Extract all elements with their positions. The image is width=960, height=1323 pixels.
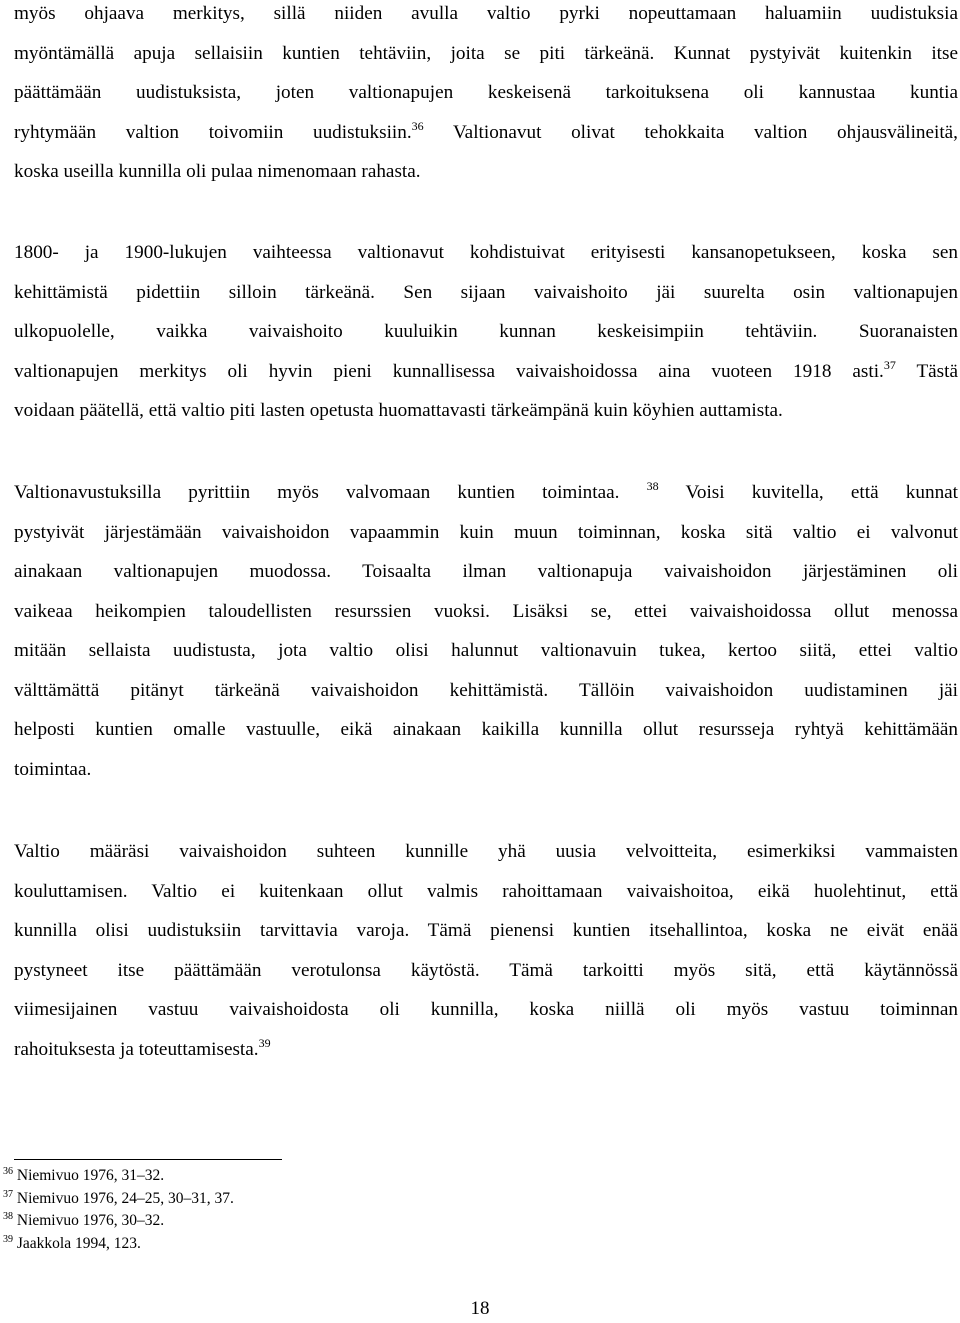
- text-line: 1800- ja 1900-lukujen vaihteessa valtionavut kohdistuivat erityisesti kansanopetukseen, koska sen: [14, 242, 958, 263]
- text-line: myös ohjaava merkitys, sillä niiden avulla valtio pyrki nopeuttamaan haluamiin uudistuksia: [14, 3, 958, 24]
- text-line: päättämään uudistuksista, joten valtionapujen keskeisenä tarkoituksena oli kannustaa kuntia: [14, 82, 958, 103]
- text-segment: Tästä: [895, 360, 958, 382]
- text-line: Valtio määräsi vaivaishoidon suhteen kunnille yhä uusia velvoitteita, esimerkiksi vammaisten: [14, 841, 958, 862]
- footnote-text: Niemivuo 1976, 30–32.: [13, 1212, 165, 1230]
- footnote-divider: [14, 1159, 282, 1160]
- paragraph-3: [14, 473, 958, 789]
- text-line: voidaan päätellä, että valtio piti lasten opetusta huomattavasti tärkeämpänä kuin köyhien auttamista.: [14, 400, 783, 421]
- text-line: myöntämällä apuja sellaisiin kuntien tehtäviin, joita se piti tärkeänä. Kunnat pystyivät kuitenkin itse: [14, 42, 958, 64]
- text-line: välttämättä pitänyt tärkeänä vaivaishoidon kehittämistä. Tällöin vaivaishoidon uudistaminen jäi: [14, 679, 958, 701]
- paragraph-4: [14, 832, 958, 1069]
- paragraph-1: [14, 0, 958, 192]
- text-line: kouluttamisen. Valtio ei kuitenkaan ollut valmis rahoittamaan vaivaishoitoa, eikä huolehtinut, että: [14, 880, 958, 902]
- footnote-text: Niemivuo 1976, 24–25, 30–31, 37.: [13, 1189, 234, 1207]
- footnote-37: [3, 1188, 603, 1211]
- text-line: ainakaan valtionapujen muodossa. Toisaalta ilman valtionapuja vaivaishoidon järjestäminen oli: [14, 561, 958, 582]
- footnote-text: Niemivuo 1976, 31–32.: [13, 1167, 165, 1184]
- text-line: helposti kuntien omalle vastuulle, eikä ainakaan kaikilla kunnilla ollut resursseja ryhtyä kehittämään: [14, 719, 958, 740]
- footnote-ref-36: 36: [411, 118, 424, 133]
- text-segment: Voisi kuvitella, että kunnat: [658, 482, 959, 503]
- text-segment: ryhtymään valtion toivomiin uudistuksiin.: [14, 121, 412, 143]
- footnote-38: [3, 1210, 603, 1233]
- text-line: toimintaa.: [14, 758, 92, 780]
- text-segment: Valtionavut olivat tehokkaita valtion ohjausvälineitä,: [423, 121, 958, 143]
- text-line: [14, 352, 958, 392]
- text-line: vaikeaa heikompien taloudellisten resurssien vuoksi. Lisäksi se, ettei vaivaishoidossa ollut menossa: [14, 600, 958, 622]
- text-segment: valtionapujen merkitys oli hyvin pieni kunnallisessa vaivaishoidossa aina vuoteen 1918 asti.: [14, 360, 884, 382]
- text-line: mitään sellaista uudistusta, jota valtio olisi halunnut valtionavuin tukea, kertoo siitä, ettei valtio: [14, 640, 958, 661]
- text-line: kunnilla olisi uudistuksiin tarvittavia varoja. Tämä pienensi kuntien itsehallintoa, koska ne eivät enää: [14, 920, 958, 941]
- text-line: [14, 473, 958, 513]
- text-line: kehittämistä pidettiin silloin tärkeänä. Sen sijaan vaivaishoito jäi suurelta osin valtionapujen: [14, 281, 958, 303]
- text-line: ulkopuolelle, vaikka vaivaishoito kuuluikin kunnan keskeisimpiin tehtäviin. Suoranaisten: [14, 321, 958, 342]
- footnote-number: 38: [3, 1211, 13, 1223]
- text-line: pystyneet itse päättämään verotulonsa käytöstä. Tämä tarkoitti myös sitä, että käytännössä: [14, 959, 958, 981]
- text-line: [14, 1030, 958, 1070]
- text-line: koska useilla kunnilla oli pulaa nimenomaan rahasta.: [14, 161, 421, 182]
- paragraph-2: [14, 233, 958, 431]
- footnote-39: [3, 1233, 603, 1256]
- footnotes: [3, 1165, 603, 1256]
- footnote-number: 37: [3, 1188, 13, 1200]
- text-line: [14, 113, 958, 153]
- footnote-ref-39: 39: [258, 1035, 271, 1050]
- footnote-ref-37: 37: [883, 357, 896, 372]
- page-number: 18: [470, 1298, 490, 1319]
- text-segment: Valtionavustuksilla pyrittiin myös valvomaan kuntien toimintaa.: [14, 482, 647, 503]
- footnote-number: 36: [3, 1166, 13, 1177]
- footnote-number: 39: [3, 1234, 13, 1246]
- text-segment: rahoituksesta ja toteuttamisesta.: [14, 1038, 259, 1060]
- text-line: viimesijainen vastuu vaivaishoidosta oli kunnilla, koska niillä oli myös vastuu toiminnan: [14, 999, 958, 1020]
- footnote-text: Jaakkola 1994, 123.: [13, 1235, 141, 1253]
- footnote-ref-38: 38: [646, 479, 659, 494]
- text-line: pystyivät järjestämään vaivaishoidon vapaammin kuin muun toiminnan, koska sitä valtio ei valvonut: [14, 521, 958, 543]
- footnote-36: [3, 1165, 603, 1188]
